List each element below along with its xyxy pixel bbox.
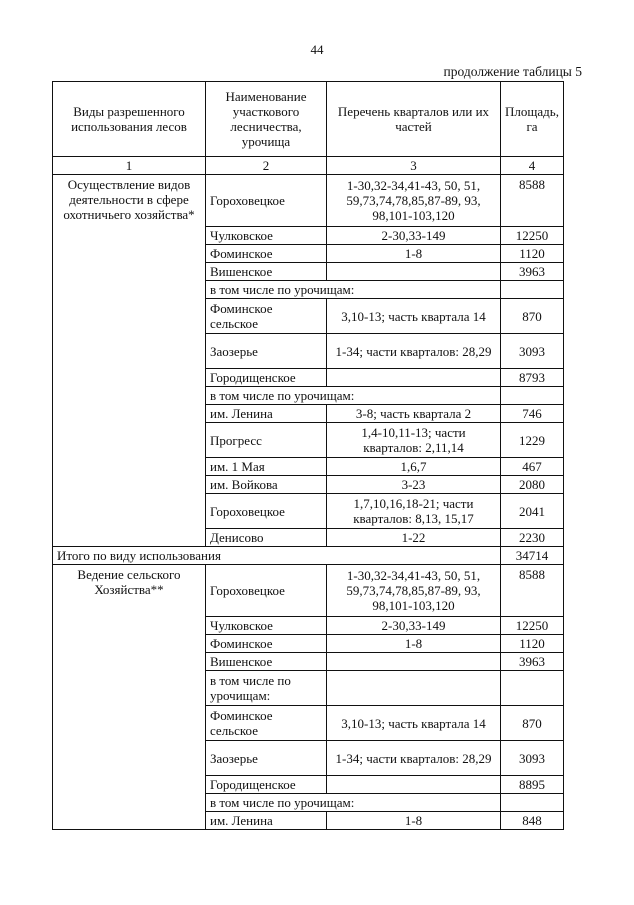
tract-name: Прогресс xyxy=(206,423,327,458)
quarters-list: 1-34; части кварталов: 28,29 xyxy=(327,334,501,369)
column-number: 3 xyxy=(327,157,501,175)
forestry-name: Городищенское xyxy=(206,369,327,387)
forest-use-table xyxy=(52,81,564,830)
quarters-list xyxy=(327,263,501,281)
header-quarters-list: Перечень кварталов или их частей xyxy=(327,82,501,157)
tract-name: Заозерье xyxy=(206,741,327,776)
tract-name: Фоминское сельское xyxy=(206,706,327,741)
area-value: 3093 xyxy=(501,334,564,369)
area-value: 12250 xyxy=(501,227,564,245)
tract-name: им. Ленина xyxy=(206,405,327,423)
tract-name: Фоминское сельское xyxy=(206,299,327,334)
quarters-list: 1-30,32-34,41-43, 50, 51, 59,73,74,78,85,87-89, 93, 98,101-103,120 xyxy=(327,565,501,617)
quarters-list: 1,4-10,11-13; части кварталов: 2,11,14 xyxy=(327,423,501,458)
subgroup-label: в том числе по урочищам: xyxy=(206,794,501,812)
page-number: 44 xyxy=(310,42,324,57)
forestry-name: Городищенское xyxy=(206,776,327,794)
forestry-name: Фоминское xyxy=(206,245,327,263)
column-number: 4 xyxy=(501,157,564,175)
quarters-list: 1-22 xyxy=(327,529,501,547)
tract-name: Гороховецкое xyxy=(206,494,327,529)
tract-name: им. Войкова xyxy=(206,476,327,494)
quarters-list: 1-8 xyxy=(327,245,501,263)
area-value: 8793 xyxy=(501,369,564,387)
forestry-name: Чулковское xyxy=(206,617,327,635)
section-title-hunting: Осуществление видов деятельности в сфере охотничьего хозяйства* xyxy=(53,175,206,547)
header-area: Площадь, га xyxy=(501,82,564,157)
area-value: 870 xyxy=(501,706,564,741)
forestry-name: Фоминское xyxy=(206,635,327,653)
area-value: 1120 xyxy=(501,245,564,263)
table-header-row xyxy=(53,82,564,157)
quarters-list: 1-34; части кварталов: 28,29 xyxy=(327,741,501,776)
area-value xyxy=(501,794,564,812)
table-row xyxy=(53,175,564,227)
quarters-list: 1-30,32-34,41-43, 50, 51, 59,73,74,78,85,87-89, 93, 98,101-103,120 xyxy=(327,175,501,227)
total-value: 34714 xyxy=(501,547,564,565)
quarters-list: 2-30,33-149 xyxy=(327,617,501,635)
subgroup-label: в том числе по урочищам: xyxy=(206,387,501,405)
area-value: 746 xyxy=(501,405,564,423)
tract-name: им. 1 Мая xyxy=(206,458,327,476)
column-number-row xyxy=(53,157,564,175)
forestry-name: Вишенское xyxy=(206,263,327,281)
area-value: 848 xyxy=(501,812,564,830)
area-value: 1229 xyxy=(501,423,564,458)
area-value: 3963 xyxy=(501,263,564,281)
quarters-list: 1,6,7 xyxy=(327,458,501,476)
header-forestry-name: Наименование участкового лесничества, урочища xyxy=(206,82,327,157)
area-value: 8588 xyxy=(501,175,564,227)
area-value: 12250 xyxy=(501,617,564,635)
area-value: 467 xyxy=(501,458,564,476)
quarters-list: 1-8 xyxy=(327,812,501,830)
table-row xyxy=(53,565,564,617)
area-value: 1120 xyxy=(501,635,564,653)
section-title-agriculture: Ведение сельского Хозяйства** xyxy=(53,565,206,830)
area-value: 8588 xyxy=(501,565,564,617)
area-value xyxy=(501,387,564,405)
forestry-name: Чулковское xyxy=(206,227,327,245)
tract-name: им. Ленина xyxy=(206,812,327,830)
total-row xyxy=(53,547,564,565)
forestry-name: Гороховецкое xyxy=(206,565,327,617)
total-label: Итого по виду использования xyxy=(53,547,501,565)
column-number: 1 xyxy=(53,157,206,175)
area-value: 2230 xyxy=(501,529,564,547)
quarters-list: 3-23 xyxy=(327,476,501,494)
area-value xyxy=(501,671,564,706)
tract-name: Заозерье xyxy=(206,334,327,369)
table-continuation-label: продолжение таблицы 5 xyxy=(443,64,582,79)
area-value: 3093 xyxy=(501,741,564,776)
area-value: 2080 xyxy=(501,476,564,494)
quarters-list: 2-30,33-149 xyxy=(327,227,501,245)
tract-name: Денисово xyxy=(206,529,327,547)
quarters-list: 3-8; часть квартала 2 xyxy=(327,405,501,423)
subgroup-label: в том числе по урочищам: xyxy=(206,671,327,706)
quarters-list: 3,10-13; часть квартала 14 xyxy=(327,299,501,334)
quarters-list: 1-8 xyxy=(327,635,501,653)
area-value: 3963 xyxy=(501,653,564,671)
forestry-name: Гороховецкое xyxy=(206,175,327,227)
area-value: 8895 xyxy=(501,776,564,794)
column-number: 2 xyxy=(206,157,327,175)
area-value: 870 xyxy=(501,299,564,334)
quarters-list xyxy=(327,653,501,671)
header-use-type: Виды разрешенного использования лесов xyxy=(53,82,206,157)
quarters-list xyxy=(327,776,501,794)
forestry-name: Вишенское xyxy=(206,653,327,671)
area-value xyxy=(501,281,564,299)
quarters-list: 1,7,10,16,18-21; части кварталов: 8,13, 15,17 xyxy=(327,494,501,529)
quarters-list: 3,10-13; часть квартала 14 xyxy=(327,706,501,741)
quarters-list xyxy=(327,369,501,387)
quarters-list xyxy=(327,671,501,706)
area-value: 2041 xyxy=(501,494,564,529)
subgroup-label: в том числе по урочищам: xyxy=(206,281,501,299)
